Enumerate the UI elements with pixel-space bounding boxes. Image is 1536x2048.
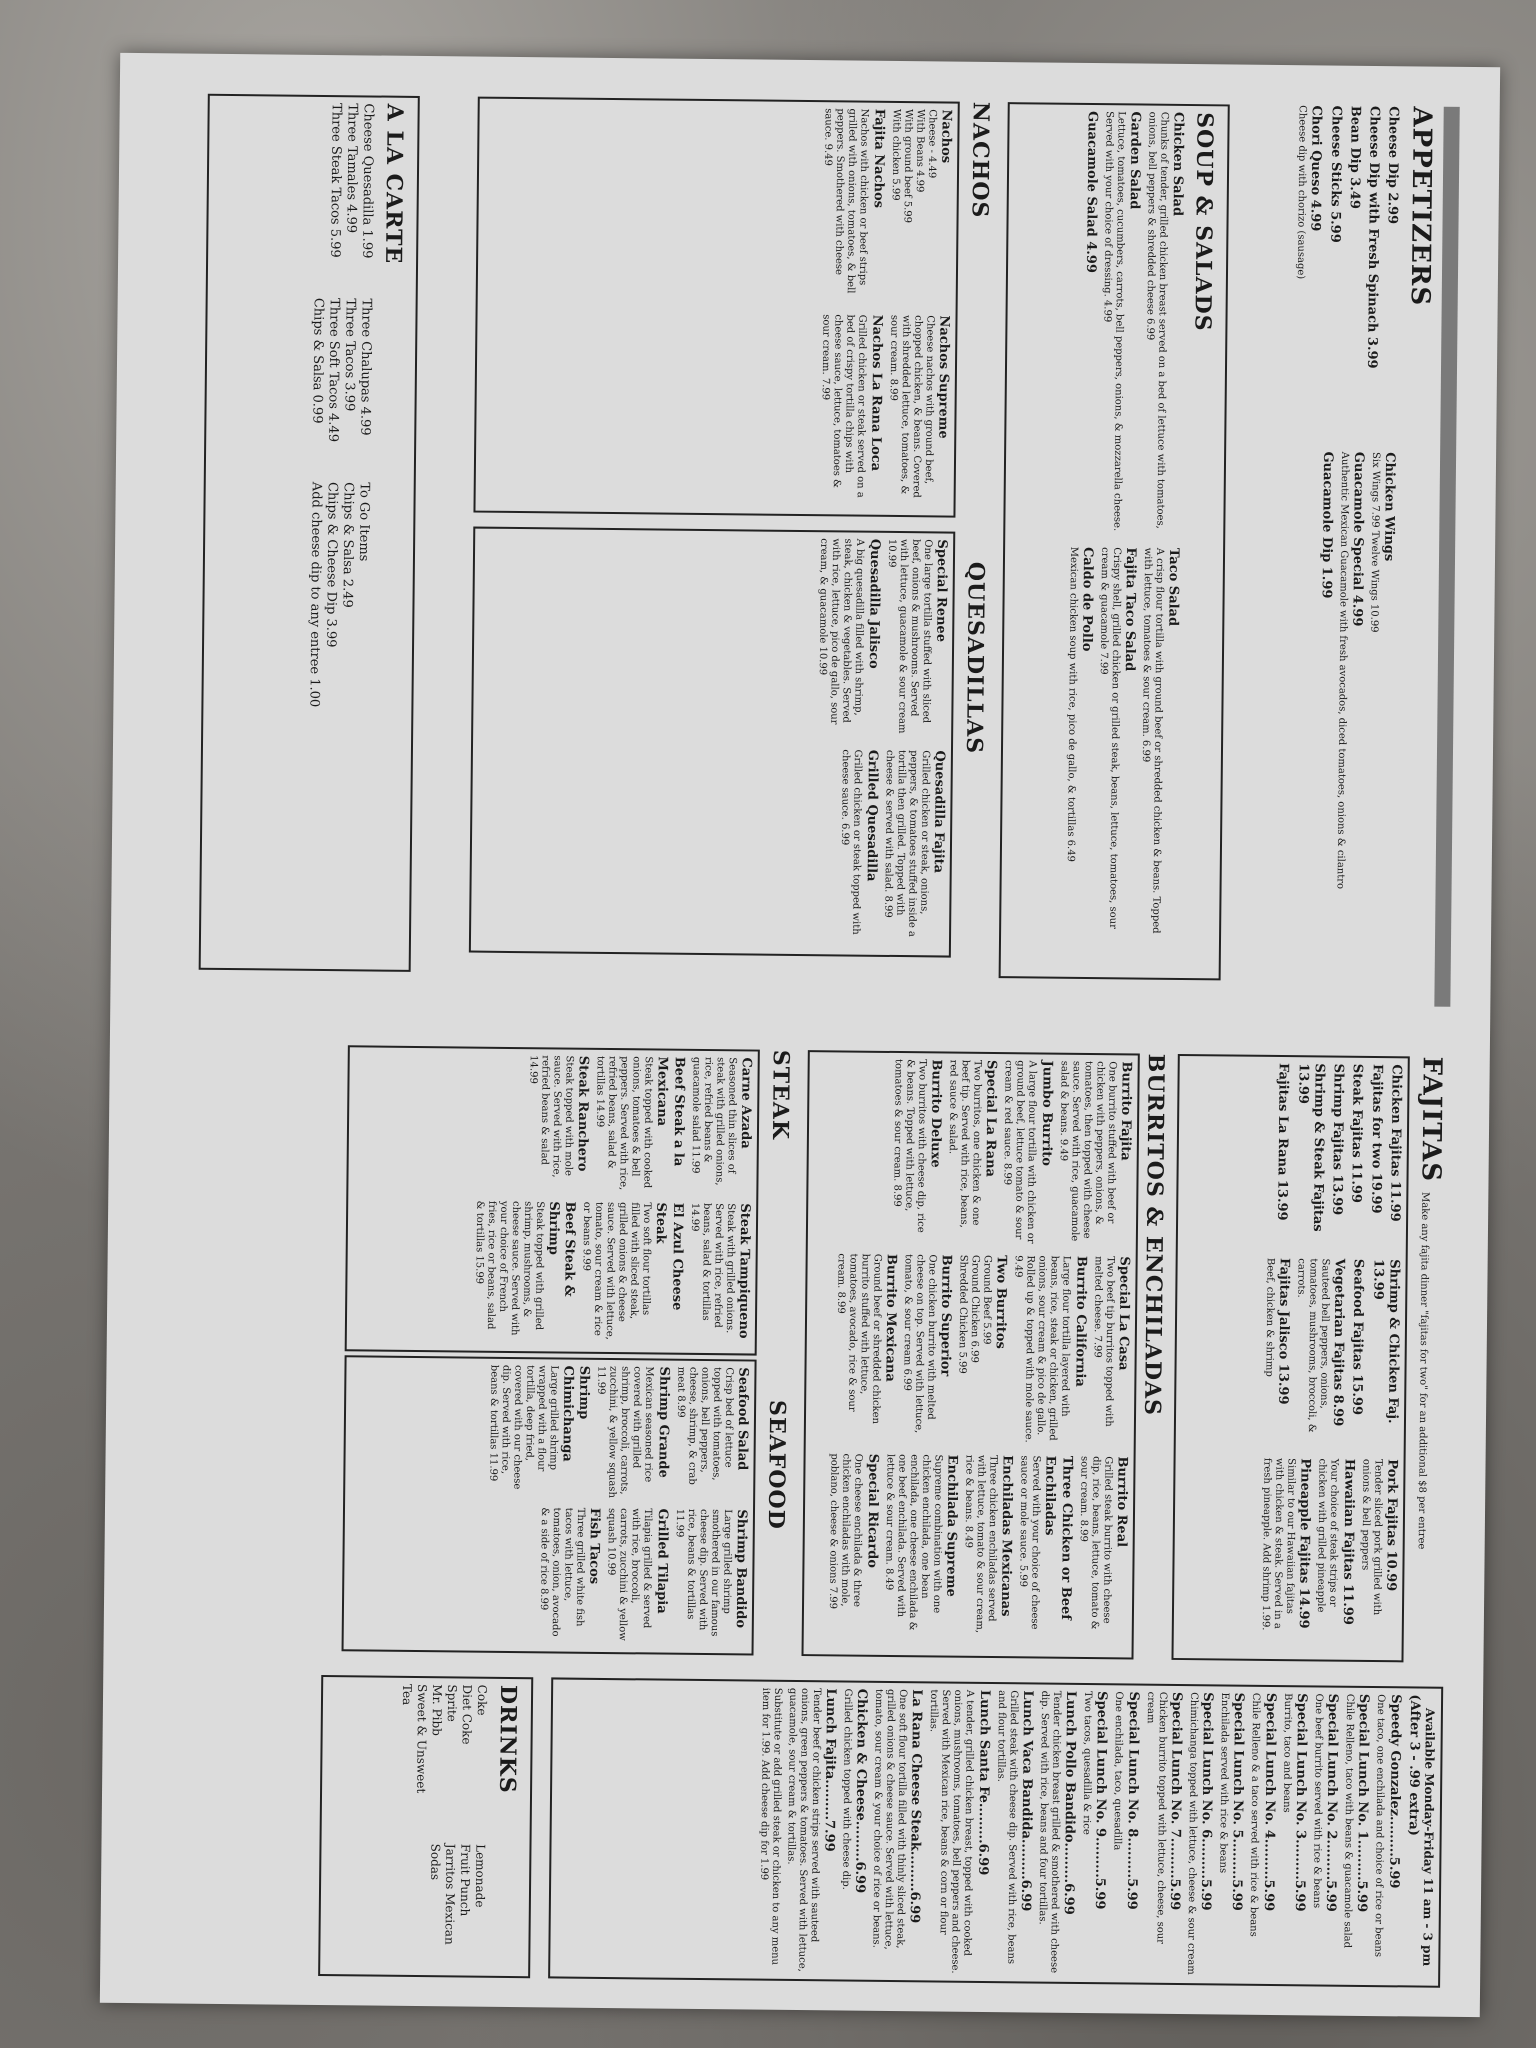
fajita-item [1357, 1459, 1399, 1639]
lunch-special-item-desc: A tender, grilled chicken breast, topped with cooked onions, mushrooms, tomatoes, bell peppers and cheese. Served with Mexican rice, beans & corn or flour tortillas. [928, 1689, 976, 1974]
drinks-title: DRINKS [494, 1684, 522, 1794]
burrito-item [1016, 1455, 1074, 1636]
quesadilla-item-desc: One large tortilla stuffed with sliced beef, onions & mushrooms. Served with lettuce, guacamole & sour cream 10.99 [885, 538, 933, 734]
burrito-item [955, 1255, 1009, 1446]
alacarte-item: Cheese Quesadilla 1.99 [359, 103, 377, 259]
burrito-item [945, 1060, 999, 1246]
nachos-item [820, 108, 886, 303]
lunch-special-item [1309, 1693, 1340, 1978]
burrito-item [832, 1253, 898, 1444]
soup-salad-item-desc: A crisp flour tortilla with ground beef or shredded chicken & beans. Topped with lettuce, tomatoes & sour cream. 6.99 [1140, 547, 1166, 934]
soup-salad-item-name: Chicken Salad [1170, 111, 1187, 217]
fajita-item [1348, 1259, 1366, 1449]
lunch-special-item [1110, 1691, 1141, 1976]
soup-salad-item [1098, 111, 1143, 531]
fajita-item-name: Seafood Fajitas 15.99 [1349, 1258, 1367, 1416]
appetizer-item-name: Chori Queso 4.99 [1307, 105, 1325, 232]
appetizer-item [1382, 106, 1402, 436]
fajita-item-name: Shrimp Fajitas 13.99 [1329, 1063, 1346, 1216]
drink-item: Mr. Pibb [430, 1684, 445, 1736]
lunch-special-item-name: Special Lunch No. 4.........5.99 [1260, 1692, 1278, 1912]
fajita-item-name: Hawaiian Fajitas 11.99 [1339, 1458, 1357, 1626]
lunch-special-item-name: Special Lunch No. 5.........5.99 [1229, 1692, 1247, 1911]
alacarte-title: A LA CARTE [380, 103, 408, 265]
lunch-special-item-desc: Tender chicken breast grilled & smothered with cheese dip. Served with rice, beans and four tortillas. [1036, 1690, 1063, 1974]
burrito-item [900, 1254, 954, 1445]
fajita-item-name: Vegetarian Fajitas 8.99 [1330, 1258, 1347, 1427]
steak-item [579, 1202, 685, 1341]
alacarte-item: Three Tacos 3.99 [341, 298, 358, 412]
drink-item: Fruit Punch [458, 1843, 474, 1917]
seafood-item-desc: Tilapia grilled & served with rice, broccoli, carrots, zucchini & yellow squash 10.99 [605, 1508, 654, 1641]
fajita-item [1292, 1063, 1326, 1248]
burrito-item [1075, 1456, 1129, 1637]
soups-left [1064, 111, 1186, 532]
appetizer-item-name: Cheese Dip with Fresh Spinach 3.99 [1364, 105, 1383, 369]
seafood-item [594, 1366, 672, 1501]
seafood-item-name: Grilled Tilapia [653, 1508, 670, 1614]
nachos-item-name: Nachos [938, 109, 954, 164]
burrito-item-desc: Two beef tip burritos topped with melted cheese. 7.99 [1091, 1256, 1116, 1427]
soup-salad-item-name: Fajita Taco Salad [1122, 547, 1139, 672]
appetizer-item-name: Cheese Dip 2.99 [1385, 106, 1402, 225]
nachos-item-desc: Nachos with chicken or beef strips grilled with onions, tomatoes, & bell peppers. Smothered with cheese sauce. 9.49 [822, 108, 871, 294]
lunch-special-item-desc: Chile Relleno, taco with beans & guacamole salad [1341, 1693, 1356, 1949]
seafood-item-desc: Crisp bed of lettuce topped with tomatoes, onions, bell peppers, cheese, shrimp, & crab meat 8.99 [674, 1366, 735, 1485]
burrito-item [1010, 1255, 1088, 1446]
fajita-item [1366, 1064, 1384, 1249]
fajita-item-name: Shrimp & Chicken Faj. 13.99 [1370, 1258, 1402, 1424]
lunch-special-item-name: Special Lunch No. 3.........5.99 [1291, 1693, 1310, 1912]
appetizer-item [1324, 105, 1344, 435]
nachos-item-desc: Grilled chicken or steak served on a bed of crispy tortilla chips with cheese sauce, lettuce, tomatoes & sour cream. 7.99 [820, 314, 869, 498]
lunch-special-item-desc: One enchilada, taco, quesadilla [1111, 1691, 1125, 1851]
fajita-item-desc: Sauteed bell peppers, onions, tomatoes, mushrooms, broccoli, & carrots. [1295, 1258, 1331, 1433]
burrito-item-desc: One burrito stuffed with beef or chicken with peppers, onions, & tomatoes, then topped with cheese sauce. Served with rice, guacamole salad & beans. 9.49 [1057, 1060, 1118, 1242]
lunch-special-item-name: Special Lunch No. 7.........5.99 [1166, 1691, 1185, 1911]
soup-salad-item-name: Guacamole Salad 4.99 [1082, 110, 1100, 274]
nachos-quesadillas [431, 96, 1000, 972]
fajita-item-name: Fajitas La Rana 13.99 [1274, 1062, 1292, 1221]
left-half [150, 93, 1459, 1007]
lunch-special-item-name: Special Lunch No. 2.........5.99 [1323, 1693, 1341, 1912]
burrito-item-desc: One cheese enchilada & three chicken enchiladas with mole, poblano, cheese & onions 7.99 [827, 1453, 865, 1610]
nachos-box [473, 97, 959, 518]
steak-item-name: Steak Tampiqueno [735, 1203, 753, 1339]
quesadilla-item-name: Quesadilla Fajita [930, 750, 947, 874]
seafood-box [342, 1355, 757, 1655]
lunch-special-item-name: La Rana Cheese Steak.........6.99 [907, 1689, 925, 1924]
lunch-special-item-name: Lunch Fajita.........7.99 [821, 1688, 839, 1852]
appetizer-item-name: Chicken Wings [1381, 452, 1398, 562]
soup-salad-item [1063, 547, 1095, 947]
burrito-item-desc: One chicken burrito with melted cheese on top. Served with lettuce, tomato, & sour cream 6.99 [901, 1254, 938, 1434]
fajitas-title: FAJITAS [1415, 1056, 1447, 1183]
steak-item [525, 1055, 591, 1194]
burritos-box [801, 1050, 1139, 1659]
fajita-item [1386, 1064, 1404, 1249]
menu-page [100, 53, 1500, 2017]
drink-item: Sprite [445, 1684, 460, 1722]
lunch-box [548, 1677, 1443, 1987]
lunch-special-item-desc: Substitute or add grilled steak or chicken to any menu item for 1.99. Add cheese dip for 1.99 [757, 1687, 783, 1966]
burrito-item-name: Enchiladas Mexicanas [998, 1455, 1015, 1617]
drink-item: Jarritos Mexican Sodas [428, 1843, 459, 1945]
burrito-item [826, 1453, 880, 1634]
alacarte-item: Three Chalupas 4.99 [357, 298, 375, 436]
appetizer-item-name: Cheese Sticks 5.99 [1327, 105, 1344, 243]
lunch-special-item-desc: Enchilada served with rice & beans [1217, 1692, 1231, 1874]
seafood-item-name: Shrimp Grande [655, 1366, 672, 1478]
soup-salad-item [1094, 547, 1138, 947]
lunch-special-item-name: Special Lunch No. 9.........5.99 [1092, 1691, 1110, 1910]
fajita-item-name: Fajitas for two 19.99 [1367, 1063, 1385, 1214]
steak-item-desc: Steak with grilled onions. Served with rice, refried beans, salad & tortillas 14.99 [688, 1202, 736, 1334]
alacarte-col2 [308, 298, 375, 443]
burrito-item-desc: Two burritos with cheese dip, rice & beans. Topped with lettuce, tomatoes & sour cream. 8.99 [891, 1058, 928, 1233]
steak-item-desc: Steak topped with grilled shrimp, mushrooms, & cheese sauce. Served with your choice of French fries, rice or beans, salad & tortillas 15.99 [473, 1200, 545, 1336]
lunch-title: Available Monday-Friday 11 am - 3 pm [1420, 1707, 1437, 1967]
steak-box [345, 1045, 760, 1355]
appetizer-item [1364, 452, 1398, 972]
soup-salad-item-name: Garden Salad [1126, 111, 1143, 210]
seafood-item [537, 1507, 603, 1642]
alacarte-item: Three Steak Tacos 5.99 [327, 103, 344, 258]
lunch-special-item [1141, 1692, 1184, 1977]
quesadilla-item [881, 750, 947, 950]
alacarte-item: To Go Items [356, 482, 373, 562]
steak-item-name: Beef Steak & Shrimp [545, 1201, 578, 1297]
middle-half [143, 1043, 1449, 1667]
appetizer-item-name: Bean Dip 3.49 [1346, 105, 1363, 209]
appetizers-section [1284, 105, 1402, 1006]
burrito-item [961, 1455, 1015, 1636]
drink-item: Coke [475, 1684, 490, 1716]
menu-paper [100, 53, 1500, 2017]
fajita-item-name: Pork Fajitas 10.99 [1383, 1459, 1400, 1592]
steak-item [687, 1203, 753, 1342]
fajita-item-name: Fajitas Jalisco 13.99 [1275, 1258, 1292, 1405]
alacarte-item: Chips & Cheese Dip 3.99 [323, 481, 340, 648]
drink-item: Diet Coke [460, 1684, 475, 1745]
appetizers-right [1284, 451, 1398, 972]
lunch-special-item-name: Lunch Santa Fe.........6.99 [974, 1689, 992, 1876]
lunch-special-item-desc: Chile Relleno & a taco served with rice & beans [1248, 1692, 1262, 1937]
alacarte-item: Chips & Salsa 2.49 [339, 482, 357, 608]
burrito-item-name: Jumbo Burrito [1038, 1060, 1055, 1167]
lunch-special-item-desc: Grilled chicken topped with cheese dip. [840, 1688, 854, 1890]
burrito-item-desc: Grilled steak burrito with cheese dip, rice, beans, lettuce, tomato & sour cream. 8.99 [1077, 1455, 1114, 1630]
fajita-item-desc: Similar to our Hawaiian fajitas with chicken & steak. Served in a fresh pineapple. Add shrimp 1.99. [1260, 1457, 1297, 1631]
lunch-special-item [1278, 1693, 1309, 1978]
burrito-item-name: Special Ricardo [864, 1453, 881, 1569]
soups-right [1060, 547, 1182, 948]
lunch-special-item-desc: Grilled steak with cheese dip. Served with rice, beans and flour tortillas. [994, 1690, 1019, 1965]
top-band [1434, 107, 1459, 1007]
burrito-item [1089, 1256, 1131, 1446]
lunch-special-item [838, 1688, 869, 1973]
steak-item [688, 1057, 754, 1196]
appetizer-item [1333, 452, 1367, 972]
quesadillas-title: QUESADILLAS [960, 561, 989, 755]
fajita-item-desc: Beef, chicken & shrimp [1263, 1257, 1276, 1377]
soup-salad-item [1079, 111, 1100, 531]
soup-salad-item-desc: Lettuce, tomatoes, cucumbers, carrots, bell peppers, onions, & mozzarella cheese. Served with your choice of dressing. 4.99 [1101, 111, 1127, 532]
quesadilla-item-desc: Grilled chicken or steak, onions, peppers, & tomatoes stuffed inside a tortilla then grilled. Topped with cheese & served with salad. 8.99 [881, 749, 931, 937]
lunch-special-item-desc: One beef burrito served with rice & beans [1310, 1693, 1325, 1909]
appetizers-left [1290, 105, 1402, 436]
alacarte-col1 [310, 103, 377, 259]
burrito-item-name: Three Chicken or Beef Enchiladas [1042, 1455, 1075, 1621]
steak-item-name: Carne Azada [737, 1057, 754, 1149]
alacarte-item: Chips & Salsa 0.99 [309, 297, 326, 424]
fajita-item-name: Shrimp & Steak Fajitas 13.99 [1295, 1063, 1327, 1232]
fajitas-box [1171, 1054, 1409, 1662]
appetizer-item-name: Guacamole Dip 1.99 [1318, 451, 1336, 599]
fajita-item [1367, 1259, 1401, 1449]
lunch-special-item [1372, 1694, 1403, 1979]
lunch-special-item [1215, 1692, 1246, 1977]
fajita-item-desc: Tender sliced pork grilled with onions & bell peppers [1359, 1458, 1384, 1616]
alacarte-box [199, 94, 420, 972]
soup-salad-item-name: Taco Salad [1165, 547, 1182, 627]
seafood-item [673, 1367, 751, 1502]
burrito-item-name: Burrito Fajita [1117, 1061, 1134, 1161]
steak-item [593, 1056, 687, 1195]
quesadilla-item-name: Grilled Quesadilla [863, 749, 880, 882]
lunch-special-item [1184, 1692, 1215, 1977]
lunch-special-item-desc: Tender beef or chicken strips served with sauteed onions, green peppers & tomatoes. Served with lettuce, guacamole, sour cream & tortillas. [785, 1687, 822, 1972]
fajita-item-name: Steak Fajitas 11.99 [1348, 1063, 1366, 1204]
lunch-special-item-name: Special Lunch No. 1.........5.99 [1354, 1693, 1372, 1913]
lunch-special-item-desc: Burrito, taco and beans [1280, 1693, 1293, 1813]
fajitas-subtitle: Make any fajita dinner "fajitas for two" for an additional $8 per entree [1415, 1191, 1431, 1550]
burrito-item-desc: Large flour tortilla layered with beans, rice, steak or chicken, grilled onions, sour cream & pico de gallo. Rolled up & topped with mole sauce. 9.49 [1012, 1255, 1073, 1443]
seafood-item-desc: Large grilled shrimp smothered in our famous cheese dip. Served with rice, beans & tortillas 11.99 [673, 1508, 733, 1637]
burrito-item-desc: Supreme combination with one chicken enchilada, one bean enchilada, one cheese enchilada & one beef enchilada. Served with lettuce & sour cream. 8.49 [882, 1453, 944, 1631]
burrito-item-name: Burrito California [1072, 1255, 1089, 1387]
appetizer-item-desc: Cheese dip with chorizo (sausage) [1295, 105, 1309, 280]
alacarte-item: Three Tamales 4.99 [343, 103, 360, 234]
burrito-item-name: Special La Casa [1115, 1256, 1132, 1371]
lunch-special-item-name: (After 3 - .99 extra) [1405, 1694, 1423, 1836]
lunch-special-item-name: Chicken & Cheese.........6.99 [852, 1688, 870, 1894]
drink-item: Sweet & Unsweet Tea [400, 1683, 430, 1794]
lunch-special-item-desc: One taco, one enchilada and choice of rice or beans [1372, 1694, 1387, 1958]
alacarte-item: Three Soft Tacos 4.49 [325, 297, 342, 443]
burrito-item-desc: Three chicken enchiladas served with lettuce, tomato & sour cream, rice & beans. 8.49 [962, 1454, 999, 1634]
burrito-item [1000, 1060, 1054, 1246]
fajita-item [1261, 1258, 1291, 1448]
seafood-item [486, 1365, 592, 1500]
seafood-item-desc: Large grilled shrimp wrapped with a flour tortilla, deep fried, covered with our cheese dip. Served with rice, beans & tortillas 11.99 [487, 1364, 560, 1490]
appetizer-item-name: Guacamole Special 4.99 [1349, 451, 1367, 627]
appetizer-item [1362, 106, 1382, 436]
steak-item-desc: Seasoned thin slices of steak with grilled onions, rice, refried beans & guacamole salad 11.99 [689, 1056, 738, 1186]
burrito-item-name: Burrito Deluxe [927, 1059, 945, 1168]
nachos-item [885, 315, 951, 510]
steak-item-name: Steak Ranchero [574, 1055, 592, 1172]
fajita-item [1347, 1064, 1365, 1249]
burrito-item-name: Two Burritos [993, 1255, 1010, 1349]
nachos-item-name: Nachos Supreme [935, 315, 952, 439]
nachos-item-name: Nachos La Rana Loca [867, 314, 885, 472]
nachos-item [818, 314, 884, 509]
fajita-item [1273, 1063, 1291, 1248]
appetizers-title: APPETIZERS [1404, 106, 1437, 307]
burrito-item-name: Burrito Superior [937, 1254, 954, 1377]
steak-item [472, 1201, 578, 1340]
seafood-item-desc: Three grilled white fish tacos with lettuce, tomatoes, onion, avocado & a side of rice 8.99 [538, 1507, 587, 1637]
fajita-item-name: Chicken Fajitas 11.99 [1387, 1064, 1404, 1222]
right-column [140, 1673, 1443, 1987]
soup-salad-item-name: Caldo de Pollo [1079, 546, 1096, 652]
burrito-item-name: Special La Rana [983, 1059, 1000, 1178]
lunch-special-item [869, 1689, 924, 1975]
fajita-item [1314, 1458, 1356, 1638]
steak-item-name: Beef Steak a la Mexicana [654, 1056, 687, 1167]
burrito-item-desc: Served with your choice of cheese sauce or mole sauce. 5.99 [1017, 1455, 1042, 1630]
burrito-item-desc: A large flour tortilla with chicken or ground beef, lettuce tomato & sour cream & red sauce. 8.99 [1001, 1060, 1039, 1244]
soup-salad-item-desc: Crispy shell, grilled chicken or grilled steak, beans, lettuce, tomatoes, sour cream & guacamole 7.99 [1097, 547, 1123, 929]
quesadillas-box [469, 527, 955, 958]
steak-title: STEAK [766, 1049, 794, 1141]
fajita-item-name: Pineapple Fajitas 14.99 [1296, 1458, 1314, 1629]
lunch-special-item-name: Special Lunch No. 6.........5.99 [1198, 1692, 1216, 1911]
lunch-special-item-desc: Chicken burrito topped with lettuce, cheese, sour cream [1144, 1691, 1168, 1945]
lunch-special-item [1247, 1693, 1278, 1978]
seafood-title: SEAFOOD [762, 1399, 791, 1530]
nachos-item-name: Fajita Nachos [870, 108, 887, 209]
nachos-title: NACHOS [966, 101, 994, 219]
soups-box [999, 102, 1230, 980]
seafood-item-name: Seafood Salad [734, 1367, 751, 1471]
lunch-special-item [992, 1690, 1035, 1975]
lunch-special-item [783, 1688, 838, 1974]
quesadilla-item [816, 538, 882, 738]
quesadilla-item-name: Special Renee [933, 539, 950, 643]
burrito-item-name: Burrito Real [1113, 1456, 1130, 1548]
quesadilla-item [883, 539, 949, 739]
fajita-item [1259, 1458, 1313, 1639]
soup-salad-item [1142, 112, 1187, 532]
burrito-item-desc: Two burritos, one chicken & one beef tip. Served with rice, beans, red sauce & salad. [947, 1059, 983, 1228]
lunch-special-item [1035, 1691, 1078, 1976]
nachos-item [887, 109, 953, 304]
steak-item-desc: Steak topped with cooked onions, tomatoes & bell peppers. Served with rice, refried beans, salad & tortillas 14.99 [594, 1055, 655, 1191]
seafood-item-name: Shrimp Bandido [732, 1509, 750, 1629]
fajita-item [1328, 1064, 1346, 1249]
appetizer-item-desc: Six Wings 7.99 Twelve Wings 10.99 [1368, 451, 1382, 633]
seafood-item-name: Fish Tacos [586, 1507, 603, 1585]
lunch-special-item [925, 1689, 992, 1975]
alacarte-item: Add cheese dip to any entree 1.00 [306, 481, 324, 708]
nachos-item-desc: Cheese nachos with ground beef, chopped chicken, & beans. Covered with shredded lettuce, tomatoes, & sour cream. 8.99 [887, 314, 936, 498]
lunch-special-item [1340, 1694, 1371, 1979]
quesadilla-item-desc: Grilled chicken or steak topped with cheese sauce. 6.99 [839, 749, 864, 935]
drink-item: Lemonade [473, 1844, 489, 1908]
drinks-box [318, 1675, 533, 1978]
lunch-special-item-name: Lunch Vaca Bandida.........6.99 [1017, 1690, 1036, 1912]
burrito-item [881, 1454, 959, 1635]
lunch-special-item-desc: Two tacos, quesadilla & rice [1080, 1690, 1094, 1835]
burrito-item-name: Enchilada Supreme [943, 1454, 960, 1597]
lunch-special-item-name: Speedy Gonzalez.........5.99 [1385, 1694, 1403, 1889]
seafood-item-desc: Mexican seasoned rice covered with grilled shrimp, broccoli, carrots, zucchini, & yellow squash 11.99 [595, 1365, 656, 1498]
seafood-item-name: Shrimp Chimichanga [559, 1365, 593, 1462]
nachos-item-desc: Cheese - 4.49 With Beans 4.99 With ground beef 5.99 With chicken 5.99 [889, 108, 938, 224]
burrito-item-desc: Ground Beef 5.99 Ground Chicken 6.99 Shredded Chicken 5.99 [956, 1254, 993, 1374]
soup-salad-item-desc: Chunks of tender, grilled chicken breast served on a bed of lettuce with tomatoes, onions, bell peppers & shredded cheese 6.99 [1144, 111, 1170, 529]
lunch-special-item-desc: One soft flour tortilla filled with thinly sliced steak, grilled onions & cheese sauce. Served with lettuce, tomato, sour cream & your choice of rice or beans. [870, 1688, 909, 1950]
quesadilla-item-name: Quesadilla Jalisco [865, 538, 882, 669]
quesadilla-item-desc: A big quesadilla filled with shrimp, steak, chicken & vegetables. Served with rice, lettuce, pico de gallo, sour cream, & guacamole 10.99 [817, 538, 866, 725]
lunch-special-item [1078, 1691, 1109, 1976]
appetizer-item [1313, 451, 1335, 971]
alacarte-col3 [305, 482, 372, 708]
appetizer-item [1293, 105, 1325, 435]
lunch-special-item-name: Lunch Pollo Bandido.........6.99 [1061, 1690, 1079, 1915]
soup-salad-item [1137, 548, 1181, 948]
steak-item-desc: Steak topped with mole sauce. Served with rice, refried beans & salad 14.99 [527, 1055, 575, 1178]
steak-item-name: El Azul Cheese Steak [653, 1202, 685, 1311]
seafood-item [604, 1508, 670, 1643]
fajita-item-desc: Your choice of steak strips or chicken with grilled pineapple [1315, 1458, 1341, 1613]
appetizer-item [1343, 106, 1363, 436]
seafood-item [671, 1509, 749, 1644]
lunch-special-item [756, 1688, 783, 1973]
burrito-item [890, 1059, 944, 1245]
soup-salad-item-desc: Mexican chicken soup with rice, pico de gallo, & tortillas 6.49 [1064, 546, 1079, 863]
appetizer-item-desc: Authentic Mexican Guacamole with fresh avocados, diced tomatoes, onions & cilantro [1334, 451, 1351, 890]
lunch-special-item-name: Special Lunch No. 8.........5.99 [1123, 1691, 1141, 1910]
lunch-special-item-desc: Chimichanga topped with lettuce, cheese & sour cream [1185, 1692, 1200, 1975]
burrito-item-name: Burrito Mexicana [882, 1253, 899, 1382]
fajita-item [1293, 1258, 1347, 1449]
soups-title: SOUP & SALADS [1189, 112, 1218, 332]
burrito-item [1056, 1061, 1134, 1247]
burrito-item-desc: Ground beef or shredded chicken burrito stuffed with lettuce, tomatoes, avocado, rice & sour cream. 8.99 [834, 1253, 883, 1425]
quesadilla-item [813, 749, 879, 949]
steak-item-desc: Two soft flour tortillas filled with sliced steak, grilled onions & cheese sauce. Served with lettuce, tomato, sour cream & rice or beans 9.99 [580, 1201, 653, 1340]
burritos-title: BURRITOS & ENCHILADAS [1139, 1053, 1169, 1417]
